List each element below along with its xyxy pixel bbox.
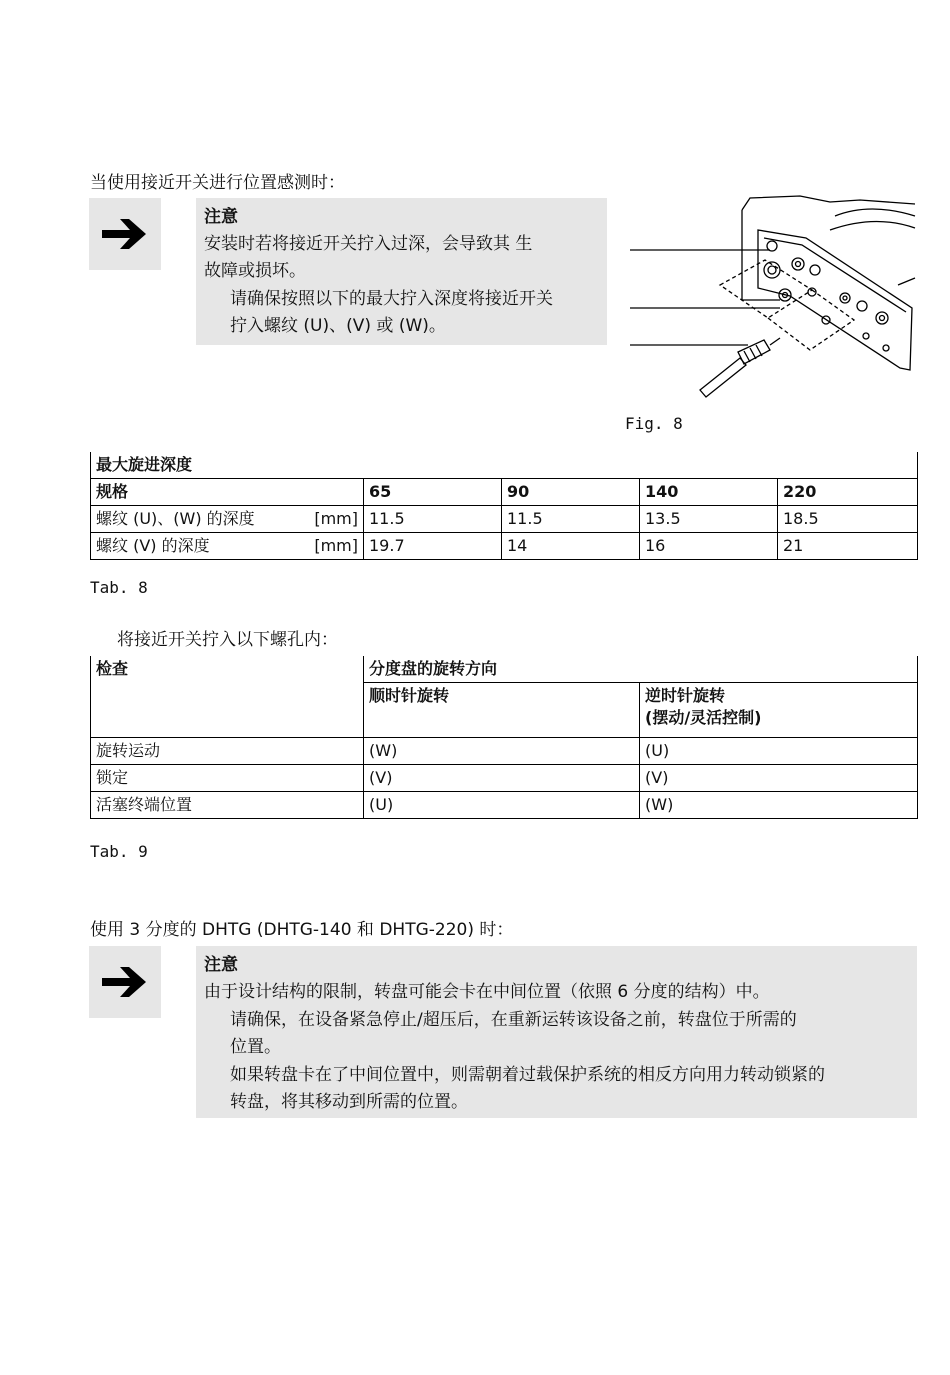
table-header-65: 65: [364, 479, 502, 506]
cell: 18.5: [778, 506, 918, 533]
note-box-dhtg: [196, 946, 917, 1118]
table9-caption: Tab. 9: [90, 842, 148, 861]
note-line: 位置。: [230, 1037, 281, 1057]
note-title: 注意: [204, 207, 238, 227]
cell: (W): [364, 738, 640, 765]
cell: 21: [778, 533, 918, 560]
table-title: 最大旋进深度: [91, 452, 918, 479]
cell: 11.5: [364, 506, 502, 533]
proximity-switch-figure: [630, 190, 920, 405]
table8-caption: Tab. 8: [90, 578, 148, 597]
cell: (W): [640, 792, 918, 819]
note-line: 拧入螺纹 (U)、(V) 或 (W)。: [230, 316, 446, 336]
row-label: 螺纹 (U)、(W) 的深度 [mm]: [91, 506, 364, 533]
table-row: [91, 738, 918, 765]
note-line: 安装时若将接近开关拧入过深，会导致其 生: [204, 234, 533, 254]
cell: 11.5: [502, 506, 640, 533]
table9-group-header: 分度盘的旋转方向: [364, 656, 918, 683]
table-header-220: 220: [778, 479, 918, 506]
table-row: [91, 533, 918, 560]
table9-clockwise-header: 顺时针旋转: [364, 683, 640, 738]
cell: (U): [364, 792, 640, 819]
row-label: 锁定: [91, 765, 364, 792]
arrow-right-icon: [100, 963, 150, 1001]
cell: 13.5: [640, 506, 778, 533]
row-label: 螺纹 (V) 的深度 [mm]: [91, 533, 364, 560]
table-header-90: 90: [502, 479, 640, 506]
cell: (V): [640, 765, 918, 792]
note-line: 请确保，在设备紧急停止/超压后，在重新运转该设备之前，转盘位于所需的: [230, 1010, 797, 1030]
note-line: 转盘，将其移动到所需的位置。: [230, 1092, 468, 1112]
note-line: 由于设计结构的限制，转盘可能会卡在中间位置（依照 6 分度的结构）中。: [204, 982, 770, 1002]
table9-check-header: 检查: [91, 656, 364, 738]
note-box-depth: [196, 198, 607, 345]
row-label: 活塞终端位置: [91, 792, 364, 819]
note-line: 请确保按照以下的最大拧入深度将接近开关: [230, 289, 553, 309]
table-max-depth: [90, 452, 918, 560]
intro-text-holes: 将接近开关拧入以下螺孔内：: [117, 630, 338, 650]
cell: (V): [364, 765, 640, 792]
table-header-140: 140: [640, 479, 778, 506]
cell: 14: [502, 533, 640, 560]
note-arrow-box: [89, 946, 161, 1018]
table-row: [91, 792, 918, 819]
table-row: [91, 765, 918, 792]
row-label: 旋转运动: [91, 738, 364, 765]
note-line: 如果转盘卡在了中间位置中，则需朝着过载保护系统的相反方向用力转动锁紧的: [230, 1065, 825, 1085]
intro-text-dhtg: 使用 3 分度的 DHTG (DHTG-140 和 DHTG-220) 时：: [90, 920, 514, 940]
cell: (U): [640, 738, 918, 765]
table9-counterclockwise-header: 逆时针旋转 (摆动/灵活控制): [640, 683, 918, 738]
note-line: 故障或损坏。: [204, 261, 306, 281]
note-arrow-box: [89, 198, 161, 270]
cell: 16: [640, 533, 778, 560]
arrow-right-icon: [100, 215, 150, 253]
intro-text-proximity: 当使用接近开关进行位置感测时：: [90, 173, 345, 193]
cell: 19.7: [364, 533, 502, 560]
note-title: 注意: [204, 955, 238, 975]
table-row: [91, 506, 918, 533]
figure-caption: Fig. 8: [625, 414, 683, 433]
table-holes: [90, 656, 918, 819]
table-header-size: 规格: [91, 479, 364, 506]
